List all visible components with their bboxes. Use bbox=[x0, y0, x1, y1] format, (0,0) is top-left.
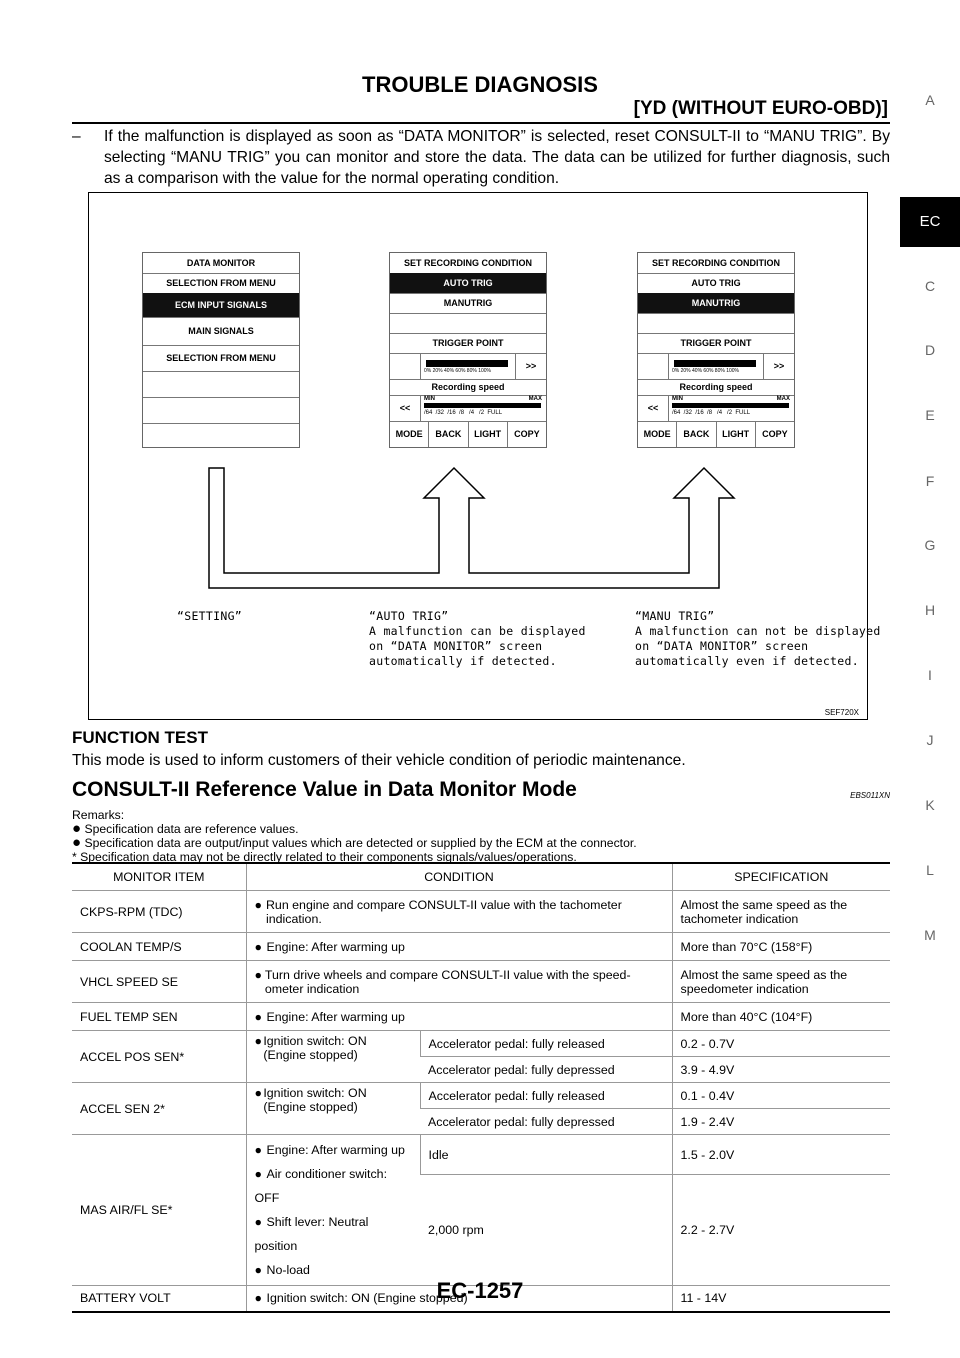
table-row bbox=[72, 1031, 890, 1057]
item-cell: COOLAN TEMP/S bbox=[72, 933, 246, 961]
header-condition: CONDITION bbox=[246, 863, 672, 891]
trigger-scale: 0% 20% 40% 60% 80% 100% bbox=[424, 368, 491, 374]
page-header-title: TROUBLE DIAGNOSIS bbox=[362, 72, 598, 97]
screen-title: SET RECORDING CONDITION bbox=[390, 253, 546, 274]
setting-caption: “SETTING” bbox=[177, 609, 243, 623]
spec-cell: 0.2 - 0.7V bbox=[672, 1031, 890, 1057]
condition-text: Turn drive wheels and compare CONSULT-II value with the speed-ometer indication bbox=[264, 967, 631, 996]
screen-title: SET RECORDING CONDITION bbox=[638, 253, 794, 274]
condition-cell: ● Turn drive wheels and compare CONSULT-II value with the speed-ometer indication bbox=[246, 961, 672, 1003]
section-index-c[interactable]: C bbox=[924, 278, 936, 294]
section-index-h[interactable]: H bbox=[924, 602, 936, 618]
back-button: BACK bbox=[428, 421, 467, 447]
speed-max-label: MAX bbox=[776, 396, 790, 402]
remark-note: * Specification data may not be directly related to their components signals/values/operations. bbox=[72, 850, 577, 864]
condition-text: Shift lever: Neutral position bbox=[254, 1215, 369, 1253]
mode-button: MODE bbox=[395, 429, 423, 439]
condition-cell: ● Ignition switch: ON (Engine stopped) bbox=[246, 1031, 420, 1083]
light-button: LIGHT bbox=[716, 421, 755, 447]
copy-button: COPY bbox=[507, 421, 546, 447]
spec-cell: 0.1 - 0.4V bbox=[672, 1083, 890, 1109]
function-test-body: This mode is used to inform customers of their vehicle condition of periodic maintenance. bbox=[72, 752, 686, 769]
remarks-title: Remarks: bbox=[72, 808, 125, 822]
page-number: EC-1257 bbox=[436, 1278, 524, 1303]
subcondition-cell: Accelerator pedal: fully depressed bbox=[420, 1109, 672, 1135]
copy-button: COPY bbox=[755, 421, 794, 447]
remark-item: ● Specification data are output/input values which are detected or supplied by the ECM at the connector. bbox=[72, 834, 637, 851]
subcondition-cell: Accelerator pedal: fully released bbox=[420, 1031, 672, 1057]
section-index-j[interactable]: J bbox=[926, 732, 934, 748]
manu-trig-option: MANUTRIG bbox=[390, 293, 546, 314]
condition-text: Engine: After warming up bbox=[266, 1143, 405, 1157]
consult-screen-figure bbox=[88, 192, 881, 720]
remarks-block bbox=[72, 808, 637, 864]
section-index bbox=[900, 0, 960, 1358]
spec-cell: More than 40°C (104°F) bbox=[672, 1003, 890, 1031]
intro-text: If the malfunction is displayed as soon as “DATA MONITOR” is selected, reset CONSULT-II to “MANU TRIG”. By selecting “MANU TRIG” you can monitor and store the data. The data can be utilized for further diagnosis, such as a comparison with the value for the normal operating condition. bbox=[104, 128, 890, 187]
section-index-a[interactable]: A bbox=[925, 92, 935, 108]
section-index-e[interactable]: E bbox=[925, 407, 935, 423]
recording-speed-label: Recording speed bbox=[390, 379, 546, 396]
condition-text: Ignition switch: ON (Engine stopped) bbox=[263, 1086, 367, 1114]
trigger-point-label: TRIGGER POINT bbox=[638, 333, 794, 354]
condition-cell: ● Run engine and compare CONSULT-II value with the tachometer indication. bbox=[246, 891, 672, 933]
auto-trig-option-selected: AUTO TRIG bbox=[390, 273, 546, 294]
prev-button: << bbox=[638, 395, 669, 421]
section-index-ec[interactable]: EC bbox=[900, 197, 960, 247]
next-button: >> bbox=[515, 353, 546, 379]
menu-item: SELECTION FROM MENU bbox=[143, 345, 299, 372]
condition-cell: ● Engine: After warming up ● Air conditioner switch: OFF ● Shift lever: Neutral position ● No-load bbox=[246, 1135, 420, 1286]
spec-cell: 3.9 - 4.9V bbox=[672, 1057, 890, 1083]
page-header-subtitle: [YD (WITHOUT EURO-OBD)] bbox=[633, 98, 888, 119]
spec-cell: 1.9 - 2.4V bbox=[672, 1109, 890, 1135]
item-cell: BATTERY VOLT bbox=[72, 1286, 246, 1312]
recording-speed-label: Recording speed bbox=[638, 379, 794, 396]
subcondition-cell: Idle bbox=[420, 1135, 672, 1175]
condition-text: No-load bbox=[266, 1263, 310, 1277]
spec-cell: 11 - 14V bbox=[672, 1286, 890, 1312]
menu-item: MAIN SIGNALS bbox=[143, 317, 299, 346]
condition-cell: ● Engine: After warming up bbox=[246, 933, 672, 961]
condition-text: Ignition switch: ON (Engine stopped) bbox=[266, 1291, 468, 1306]
speed-max-label: MAX bbox=[528, 396, 542, 402]
menu-item: SELECTION FROM MENU bbox=[143, 273, 299, 294]
mode-button: MODE bbox=[643, 429, 671, 439]
speed-scale: /64 /32 /16 /8 /4 /2 FULL bbox=[672, 410, 751, 416]
consult-code: EBS011XN bbox=[850, 791, 890, 800]
condition-text: Run engine and compare CONSULT-II value with the tachometer indication. bbox=[265, 897, 622, 926]
table-row bbox=[72, 1003, 890, 1031]
condition-text: Ignition switch: ON (Engine stopped) bbox=[263, 1034, 367, 1062]
trigger-scale: 0% 20% 40% 60% 80% 100% bbox=[672, 368, 739, 374]
speed-min-label: MIN bbox=[424, 396, 435, 402]
next-button: >> bbox=[763, 353, 794, 379]
manu-trig-caption: “MANU TRIG” A malfunction can not be displayed on “DATA MONITOR” screen automatically even if detected. bbox=[635, 609, 881, 668]
table-row bbox=[72, 1135, 890, 1175]
table-row bbox=[72, 891, 890, 933]
remark-text: Specification data are reference values. bbox=[84, 822, 299, 836]
condition-text: Air conditioner switch: OFF bbox=[254, 1167, 388, 1205]
item-cell: MAS AIR/FL SE* bbox=[72, 1135, 246, 1286]
flow-arrow-outline bbox=[209, 468, 734, 588]
figure-code: SEF720X bbox=[824, 708, 859, 717]
screen-title: DATA MONITOR bbox=[143, 253, 299, 274]
reference-value-table bbox=[72, 862, 890, 1313]
item-cell: VHCL SPEED SE bbox=[72, 961, 246, 1003]
item-cell: FUEL TEMP SEN bbox=[72, 1003, 246, 1031]
spec-cell: More than 70°C (158°F) bbox=[672, 933, 890, 961]
header-divider bbox=[72, 122, 890, 124]
subcondition-cell: 2,000 rpm bbox=[420, 1175, 672, 1286]
auto-trig-caption: “AUTO TRIG” A malfunction can be displayed on “DATA MONITOR” screen automatically if detected. bbox=[369, 609, 586, 668]
menu-item-selected: ECM INPUT SIGNALS bbox=[143, 293, 299, 318]
condition-cell: ● Ignition switch: ON (Engine stopped) bbox=[246, 1286, 672, 1312]
remark-text: Specification data are output/input values which are detected or supplied by the ECM at the connector. bbox=[84, 836, 637, 850]
trigger-point-label: TRIGGER POINT bbox=[390, 333, 546, 354]
section-index-d[interactable]: D bbox=[924, 342, 936, 358]
manu-trig-option-selected: MANUTRIG bbox=[638, 293, 794, 314]
subcondition-cell: Accelerator pedal: fully released bbox=[420, 1083, 672, 1109]
header-specification: SPECIFICATION bbox=[672, 863, 890, 891]
spec-cell: Almost the same speed as the speedometer indication bbox=[672, 961, 890, 1003]
spec-cell: Almost the same speed as the tachometer indication bbox=[672, 891, 890, 933]
consult-heading: CONSULT-II Reference Value in Data Monitor Mode bbox=[72, 778, 577, 801]
header-monitor-item: MONITOR ITEM bbox=[72, 863, 246, 891]
prev-button: << bbox=[390, 395, 421, 421]
spec-cell: 1.5 - 2.0V bbox=[672, 1135, 890, 1175]
table-row bbox=[72, 933, 890, 961]
auto-trig-option: AUTO TRIG bbox=[638, 273, 794, 294]
item-cell: ACCEL SEN 2* bbox=[72, 1083, 246, 1135]
section-index-f[interactable]: F bbox=[925, 473, 935, 489]
section-index-g[interactable]: G bbox=[924, 537, 936, 553]
condition-text: Engine: After warming up bbox=[266, 939, 405, 954]
back-button: BACK bbox=[676, 421, 715, 447]
intro-paragraph bbox=[72, 126, 890, 189]
table-row bbox=[72, 1083, 890, 1109]
spec-cell: 2.2 - 2.7V bbox=[672, 1175, 890, 1286]
remark-item: ● Specification data are reference values. bbox=[72, 820, 299, 837]
item-cell: CKPS-RPM (TDC) bbox=[72, 891, 246, 933]
section-index-l[interactable]: L bbox=[926, 862, 934, 878]
table-row bbox=[72, 961, 890, 1003]
condition-cell: ● Ignition switch: ON (Engine stopped) bbox=[246, 1083, 420, 1135]
subcondition-cell: Accelerator pedal: fully depressed bbox=[420, 1057, 672, 1083]
section-index-m[interactable]: M bbox=[924, 927, 936, 943]
light-button: LIGHT bbox=[468, 421, 507, 447]
condition-cell: ● Engine: After warming up bbox=[246, 1003, 672, 1031]
item-cell: ACCEL POS SEN* bbox=[72, 1031, 246, 1083]
speed-scale: /64 /32 /16 /8 /4 /2 FULL bbox=[424, 410, 503, 416]
function-test-heading: FUNCTION TEST bbox=[72, 728, 208, 747]
section-index-k[interactable]: K bbox=[925, 797, 935, 813]
condition-text: Engine: After warming up bbox=[266, 1009, 405, 1024]
intro-dash: – bbox=[72, 128, 81, 145]
table-header-row bbox=[72, 863, 890, 891]
speed-min-label: MIN bbox=[672, 396, 683, 402]
section-index-i[interactable]: I bbox=[928, 667, 932, 683]
